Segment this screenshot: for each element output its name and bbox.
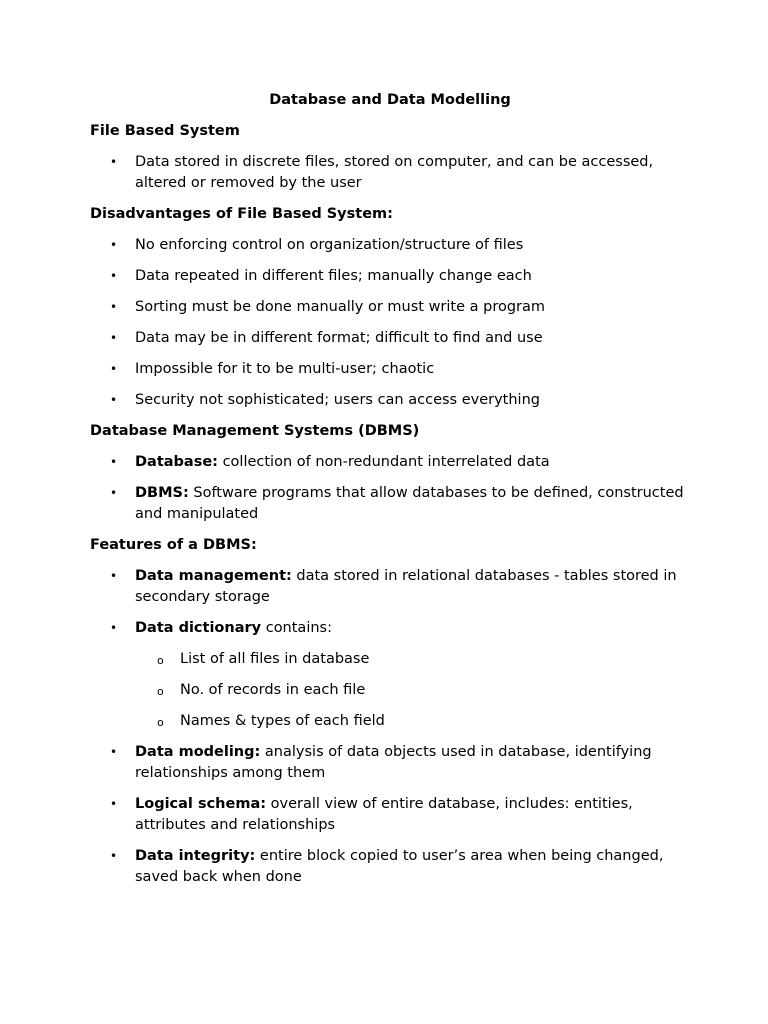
term-database: Database:: [135, 454, 218, 470]
list-disadvantages: [90, 235, 690, 411]
list-item: [90, 266, 690, 287]
list-file-based-system: [90, 152, 690, 194]
list-item: [90, 297, 690, 318]
list-item: [90, 846, 690, 888]
definition-text: data stored in relational databases - tables stored in secondary storage: [135, 568, 677, 605]
bullet-icon: •: [110, 300, 118, 314]
sub-bullet-icon: o: [157, 685, 164, 698]
list-item: [90, 359, 690, 380]
definition-text: analysis of data objects used in database, identifying relationships among them: [135, 744, 652, 781]
term-dbms: DBMS:: [135, 485, 189, 501]
list-item: [90, 235, 690, 256]
term-data-management: Data management:: [135, 568, 292, 584]
sub-list-item-text: List of all files in database: [180, 651, 370, 667]
term-logical-schema: Logical schema:: [135, 796, 267, 812]
list-item: [90, 566, 690, 608]
term-data-integrity: Data integrity:: [135, 848, 256, 864]
bullet-icon: •: [110, 269, 118, 283]
bullet-icon: •: [110, 455, 118, 469]
list-item-text: Security not sophisticated; users can access everything: [135, 392, 540, 408]
bullet-icon: •: [110, 155, 118, 169]
bullet-icon: •: [110, 621, 118, 635]
bullet-icon: •: [110, 797, 118, 811]
document-page: [90, 90, 690, 898]
bullet-icon: •: [110, 238, 118, 252]
sub-list-item: [135, 711, 690, 732]
list-item-text: Sorting must be done manually or must write a program: [135, 299, 546, 315]
bullet-icon: •: [110, 569, 118, 583]
sub-list-data-dictionary: [135, 649, 690, 732]
heading-file-based-system: File Based System: [90, 123, 240, 139]
bullet-icon: •: [110, 331, 118, 345]
sub-bullet-icon: o: [157, 654, 164, 667]
list-item: [90, 452, 690, 473]
list-item-text: Data stored in discrete files, stored on computer, and can be accessed, altered or removed by the user: [135, 154, 654, 191]
sub-list-item-text: Names & types of each field: [180, 713, 385, 729]
list-item: [90, 328, 690, 349]
sub-list-item: [135, 649, 690, 670]
term-data-dictionary: Data dictionary: [135, 620, 262, 636]
definition-text: entire block copied to user’s area when being changed, saved back when done: [135, 848, 664, 885]
heading-features: Features of a DBMS:: [90, 537, 257, 553]
bullet-icon: •: [110, 393, 118, 407]
list-item-text: Data may be in different format; difficult to find and use: [135, 330, 543, 346]
term-data-modeling: Data modeling:: [135, 744, 261, 760]
list-item: [90, 152, 690, 194]
sub-list-item: [135, 680, 690, 701]
list-item: [90, 483, 690, 525]
heading-dbms: Database Management Systems (DBMS): [90, 423, 420, 439]
list-item: [90, 390, 690, 411]
list-item: [90, 618, 690, 732]
list-dbms: [90, 452, 690, 525]
definition-text: contains:: [261, 620, 332, 636]
sub-list-item-text: No. of records in each file: [180, 682, 366, 698]
bullet-icon: •: [110, 362, 118, 376]
bullet-icon: •: [110, 849, 118, 863]
heading-disadvantages: Disadvantages of File Based System:: [90, 206, 393, 222]
list-item-text: Data repeated in different files; manually change each: [135, 268, 532, 284]
definition-text: overall view of entire database, includes: entities, attributes and relationships: [135, 796, 633, 833]
list-item: [90, 794, 690, 836]
bullet-icon: •: [110, 745, 118, 759]
sub-bullet-icon: o: [157, 716, 164, 729]
bullet-icon: •: [110, 486, 118, 500]
document-title: Database and Data Modelling: [269, 92, 511, 108]
definition-text: collection of non-redundant interrelated data: [217, 454, 550, 470]
list-item: [90, 742, 690, 784]
list-item-text: Impossible for it to be multi-user; chaotic: [135, 361, 435, 377]
list-item-text: No enforcing control on organization/structure of files: [135, 237, 524, 253]
list-features: [90, 566, 690, 888]
definition-text: Software programs that allow databases to be defined, constructed and manipulated: [135, 485, 684, 522]
